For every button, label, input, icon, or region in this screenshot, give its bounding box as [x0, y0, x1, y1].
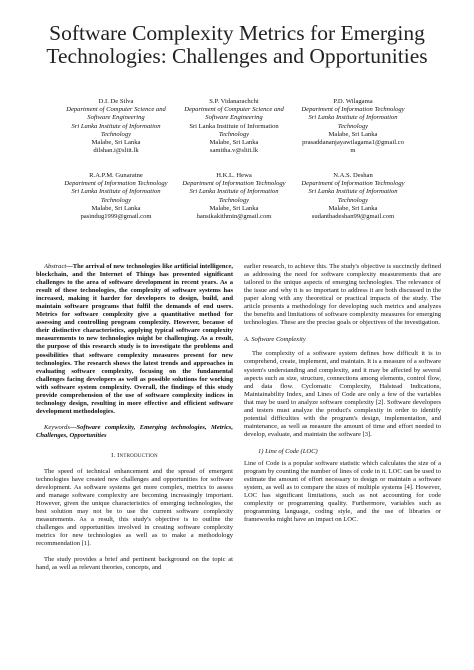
- author-email: samitha.v@sliit.lk: [209, 147, 259, 155]
- body-paragraph: Line of Code is a popular software statistic which calculates the size of a program by counting the number of lines of code in it. LOC can be used to estimate the amount of effort necessary to design or maintain a software system, as well as to compare the sizes of multiple systems [4]. However, LOC has significant limitations, such as not accounting for code complexity or programming quality. Furthermore, variables such as programming language, coding style, and the use of libraries or frameworks might have an impact on LOC.: [244, 459, 441, 524]
- author-city: Malabe, Sri Lanka: [328, 204, 378, 212]
- paper-title: Software Complexity Metrics for Emerging Technologies: Challenges and Opportunities: [46, 21, 428, 68]
- author-inst: Sri Lanka Institute of Information: [189, 122, 279, 130]
- author-3: [294, 98, 412, 155]
- right-column: [244, 263, 441, 524]
- author-name: R.A.P.M. Gunaratne: [89, 172, 143, 179]
- author-1: [57, 98, 175, 155]
- author-inst: Technology: [100, 130, 132, 138]
- author-dept: Software Engineering: [205, 114, 263, 122]
- author-email: hansikakithmin@gmail.com: [196, 213, 272, 221]
- author-dept: Software Engineering: [87, 114, 145, 122]
- author-email: sudanthadeshan99@gmail.com: [311, 213, 395, 221]
- author-inst: Technology: [100, 196, 132, 204]
- keywords-label: Keywords: [44, 423, 70, 431]
- author-name: P.D. Wilagama: [333, 98, 373, 105]
- intro-paragraph-2: The study provides a brief and pertinent background on the topic at hand, as well as relevant theories, concepts, and: [36, 555, 233, 571]
- abstract: [36, 263, 233, 416]
- author-inst: Sri Lanka Institute of Information: [308, 114, 398, 122]
- section-heading-introduction: I. Introduction: [111, 451, 158, 459]
- abstract-label: Abstract: [44, 263, 67, 270]
- author-city: Malabe, Sri Lanka: [209, 139, 259, 147]
- author-name: S.P. Vidanarachchi: [209, 98, 259, 105]
- author-dept: Department of Computer Science and: [184, 106, 284, 114]
- author-inst: Technology: [218, 196, 250, 204]
- author-inst: Sri Lanka Institute of Information: [189, 188, 279, 196]
- author-dept: Department of Information Technology: [182, 180, 286, 188]
- author-city: Malabe, Sri Lanka: [209, 204, 259, 212]
- subsection-heading-software-complexity: A. Software Complexity: [244, 336, 306, 344]
- abstract-text: —The arrival of new technologies like artificial intelligence, blockchain, and the Internet of Things has presented significant challenges to the area of software development in recent years. As a result of these technologies, the complexity of software systems has increased, making it harder for developers to design, build, and maintain software programs that fulfil the demands of end users. Metrics for software complexity give a quantitative method for assessing and controlling program complexity. However, because of their distinctive characteristics, applying typical software complexity measurements to new technologies might be challenging. As a result, the purpose of this research study is to investigate the problems and possibilities that software complexity measures present for new technologies. The research shows the latest trends and approaches in evaluating software complexity, focusing on the fundamental challenges facing developers as well as possible solutions for working with software system complexity. Overall, the findings of this study provide comprehension of the use of software complexity indices in technology design, resulting in more effective and efficient software development methodologies.: [36, 263, 233, 415]
- keywords: [36, 424, 233, 440]
- intro-paragraph-1: The speed of technical enhancement and the spread of emergent technologies have created new challenges and opportunities for software development. As software systems get more complex, metrics to assess and manage software complexity are becoming increasingly important. However, given the unique characteristics of emerging technologies, the best solution may not be to use the current software complexity measurements. As a result, this study's objective is to outline the challenges and opportunities involved in creating software complexity metrics for new technologies as well as to make a methodology recommendation [1].: [36, 468, 233, 548]
- author-dept: Department of Information Technology: [301, 106, 405, 114]
- author-name: D.I. De Silva: [98, 98, 134, 105]
- author-4: [57, 172, 175, 221]
- author-city: Malabe, Sri Lanka: [328, 130, 378, 138]
- author-inst: Technology: [337, 196, 369, 204]
- author-inst: Technology: [218, 130, 250, 138]
- body-paragraph: The complexity of a software system defines how difficult it is to comprehend, create, implement, and maintain. It is a measure of a software system's understanding and complexity, and it may be affected by several aspects such as size, structure, connections among elements, control flow, and data flow. Cyclomatic Complexity, Halstead Indications, Maintainability Index, and Lines of Code are only a few of the variables that may be used to analyze software complexity [2]. Software developers and testers must analyze the product's complexity in order to identify potential difficulties with the program's design, implementation, and maintenance, as well as measure the amount of time and effort needed to develop, evaluate, and maintain the software [3].: [244, 350, 441, 438]
- author-name: N.A.S. Deshan: [333, 172, 373, 179]
- keywords-text: —Software complexity, Emerging technologies, Metrics, Challenges, Opportunities: [36, 423, 233, 439]
- author-5: [175, 172, 293, 221]
- author-city: Malabe, Sri Lanka: [91, 139, 141, 147]
- author-inst: Sri Lanka Institute of Information: [308, 188, 398, 196]
- author-email: prasaddananjayawilagama1@gmail.co: [302, 139, 404, 147]
- author-dept: Department of Information Technology: [301, 180, 405, 188]
- author-dept: Department of Computer Science and: [66, 106, 166, 114]
- author-inst: Technology: [337, 122, 369, 130]
- author-6: [294, 172, 412, 221]
- author-inst: Sri Lanka Institute of Information: [71, 188, 161, 196]
- author-email: m: [350, 147, 356, 155]
- author-inst: Sri Lanka Institute of Information: [71, 122, 161, 130]
- author-name: H.K.L. Hewa: [216, 172, 252, 179]
- subsubsection-heading-loc: 1) Line of Code (LOC): [258, 447, 318, 455]
- author-city: Malabe, Sri Lanka: [91, 204, 141, 212]
- author-email: pasindug1999@gmail.com: [80, 213, 152, 221]
- author-email: dilshan.i@sliit.lk: [93, 147, 139, 155]
- left-column: [36, 263, 233, 572]
- body-paragraph: earlier research, to achieve this. The study's objective is succinctly defined as addressing the need for software complexity measurements that are tailored to the unique aspects of emerging technologies. The relevance of the issue and why it is so important to address it are both discussed in the paper along with any theoretical or practical impacts of the study. The article presents a methodology for developing such metrics and analyzes the benefits and limitations of software complexity measures for emerging technologies. These are the precise goals or objectives of the investigation.: [244, 263, 441, 327]
- author-2: [175, 98, 293, 155]
- author-dept: Department of Information Technology: [64, 180, 168, 188]
